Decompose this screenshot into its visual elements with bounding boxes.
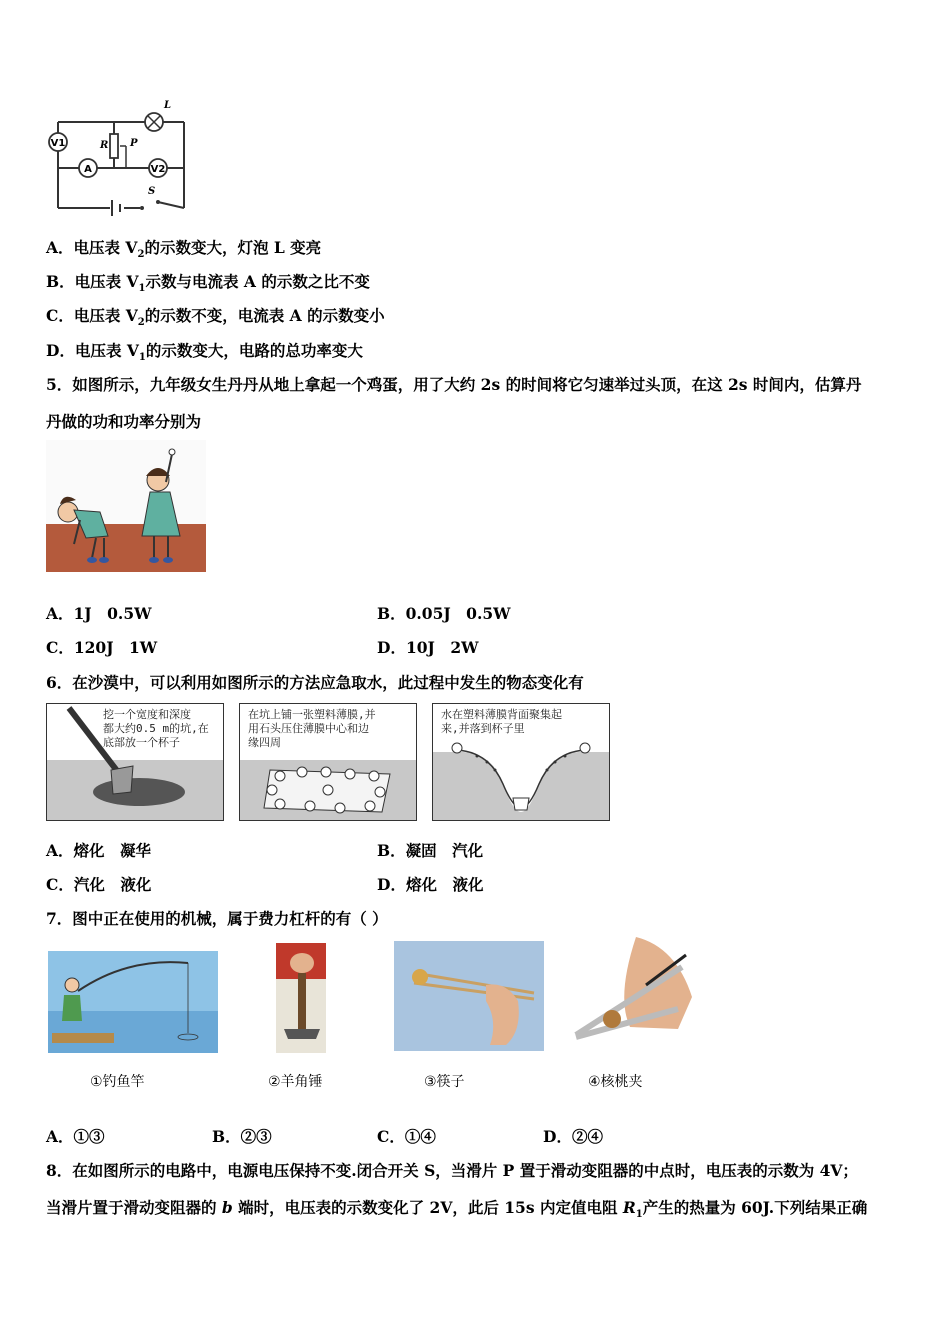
caption-fishing-rod: ①钓鱼竿: [90, 1074, 145, 1090]
circuit-diagram: [44, 96, 194, 216]
svg-text:A: A: [84, 164, 92, 175]
q6-panel-1: 挖一个宽度和深度 都大约0.5 m的坑,在 底部放一个杯子: [46, 703, 224, 821]
q6-option-a: A．熔化 凝华: [46, 841, 152, 860]
q5-option-b: B．0.05J 0.5W: [377, 604, 511, 623]
digging-pit-illustration: [47, 704, 223, 820]
q6-option-c: C．汽化 液化: [46, 875, 152, 894]
fishing-rod-illustration: [48, 951, 218, 1053]
water-collecting-illustration: [433, 704, 609, 820]
q5-option-a: A．1J 0.5W: [46, 604, 152, 623]
q6-stem: 6．在沙漠中，可以利用如图所示的方法应急取水，此过程中发生的物态变化有: [46, 673, 584, 692]
nutcracker-illustration: [566, 937, 694, 1047]
q7-option-a: A．①③: [46, 1127, 105, 1146]
q6-option-b: B．凝固 汽化: [377, 841, 484, 860]
q8-stem-line2: 当滑片置于滑动变阻器的 b 端时，电压表的示数变化了 2V，此后 15s 内定值电阻 $R_1$产生的热量为 60J.下列结果正确: [46, 1198, 868, 1221]
svg-text:V2: V2: [150, 164, 166, 175]
q8-stem-line1: 8．在如图所示的电路中，电源电压保持不变.闭合开关 S，当滑片 P 置于滑动变阻器的中点时，电压表的示数为 4V；: [46, 1161, 858, 1180]
voltmeter-v2-icon: [149, 159, 167, 177]
q6-panel-2: 在坑上铺一张塑料薄膜,并 用石头压住薄膜中心和边 缘四周: [239, 703, 417, 821]
q4-option-a: A．电压表 $V_2$的示数变大，灯泡 L 变亮: [46, 238, 322, 261]
q6-panel-3: 水在塑料薄膜背面聚集起 来,并落到杯子里: [432, 703, 610, 821]
svg-text:R: R: [100, 140, 109, 151]
q7-option-d: D．②④: [543, 1127, 603, 1146]
caption-chopsticks: ③筷子: [424, 1074, 465, 1090]
q4-option-d: D．电压表 $V_1$的示数变大，电路的总功率变大: [46, 341, 363, 364]
q5-stem-line2: 丹做的功和功率分别为: [46, 412, 202, 431]
lamp-icon: [145, 100, 171, 131]
chopsticks-illustration: [394, 941, 544, 1051]
q7-stem: 7．图中正在使用的机械，属于费力杠杆的有（ ）: [46, 909, 388, 928]
q6-option-d: D．熔化 液化: [377, 875, 484, 894]
svg-text:V1: V1: [50, 138, 66, 149]
svg-text:L: L: [164, 100, 172, 111]
q7-option-b: B．②③: [212, 1127, 272, 1146]
caption-claw-hammer: ②羊角锤: [268, 1074, 323, 1090]
q5-option-c: C．120J 1W: [46, 638, 158, 657]
svg-text:S: S: [148, 186, 156, 197]
q5-stem-line1: 5．如图所示，九年级女生丹丹从地上拿起一个鸡蛋，用了大约 2s 的时间将它匀速举过头顶，在这 2s 时间内，估算丹: [46, 375, 862, 394]
q4-option-b: B．电压表 $V_1$示数与电流表 A 的示数之比不变: [46, 272, 370, 295]
caption-nutcracker: ④核桃夹: [588, 1074, 643, 1090]
q7-option-c: C．①④: [377, 1127, 436, 1146]
ammeter-icon: [79, 159, 97, 177]
voltmeter-v1-icon: [49, 133, 67, 151]
svg-text:P: P: [130, 138, 138, 149]
q5-option-d: D．10J 2W: [377, 638, 479, 657]
rheostat-icon: [99, 134, 138, 168]
plastic-film-illustration: [240, 704, 416, 820]
girl-lifting-egg-illustration: [46, 440, 206, 572]
claw-hammer-illustration: [276, 943, 326, 1053]
q4-option-c: C．电压表 $V_2$的示数不变，电流表 A 的示数变小: [46, 306, 385, 329]
